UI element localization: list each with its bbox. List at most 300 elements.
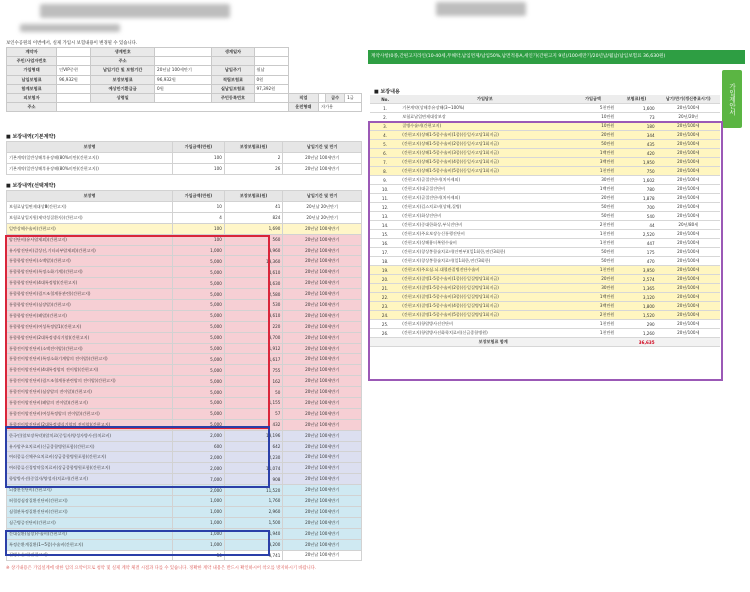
row-number: 14. xyxy=(370,221,400,230)
coverage-period: 20년납 100세만기 xyxy=(283,387,362,398)
coverage-name: 심혈관특정질환진단비(간편고지) xyxy=(7,506,173,517)
coverage-amount: 5천만원 xyxy=(570,104,617,113)
coverage-premium: 73 xyxy=(616,113,656,122)
info-row xyxy=(7,75,362,84)
coverage-period: 20년납 100세만기 xyxy=(283,354,362,365)
coverage-period: 20년납 100세만기 xyxy=(283,485,362,496)
info-value xyxy=(319,93,326,102)
column-header: No. xyxy=(370,95,400,104)
coverage-amount: 20만원 xyxy=(570,275,617,284)
coverage-period: 20년납 100세만기 xyxy=(283,463,362,474)
coverage-premium: 1,260 xyxy=(616,329,656,338)
coverage-amount: 3백만원 xyxy=(570,302,617,311)
coverage-amount: 100 xyxy=(173,163,225,174)
coverage-amount: 2천만원 xyxy=(570,311,617,320)
coverage-period: 20년납 100세만기 xyxy=(283,376,362,387)
table-row xyxy=(7,332,362,343)
coverage-premium: 755 xyxy=(224,365,283,376)
coverage-name: 통합전이암진단비(특정소화기계암의 전이암)(간편고지) xyxy=(7,354,173,365)
coverage-period: 20년납 100세만기 xyxy=(283,550,362,561)
coverage-name: (간편고지)상해흉터복원수술비 xyxy=(400,239,569,248)
row-number: 16. xyxy=(370,239,400,248)
info-value xyxy=(254,48,288,57)
info-label: 주소 xyxy=(91,57,155,66)
info-label: 적립보험료 xyxy=(212,75,254,84)
coverage-period: 20년납 20년만기 xyxy=(283,212,362,223)
coverage-period: 20년/100세 xyxy=(657,239,720,248)
column-header: 보장명 xyxy=(7,142,173,153)
info-label: 예상만기환급금 xyxy=(91,84,155,93)
info-label: 급수 xyxy=(326,93,345,102)
info-label: 납입기간 및 보험기간 xyxy=(91,66,155,75)
coverage-name: 보험료납입면제대상보장 xyxy=(400,113,569,122)
info-value xyxy=(57,84,91,93)
coverage-amount: 5,000 xyxy=(173,354,225,365)
coverage-amount: 2,000 xyxy=(173,485,225,496)
table-row xyxy=(7,463,362,474)
coverage-period: 20년납 100세만기 xyxy=(283,289,362,300)
coverage-amount: 5,000 xyxy=(173,376,225,387)
coverage-name: 통합항암진단비(4대특정암)(간편고지) xyxy=(7,278,173,289)
coverage-period: 20년납 100세만기 xyxy=(283,223,362,234)
coverage-premium: 824 xyxy=(224,212,283,223)
table-row xyxy=(370,320,720,329)
coverage-premium: 1,365 xyxy=(616,284,656,293)
coverage-premium: 1,155 xyxy=(224,398,283,409)
coverage-period: 20년납 100세만기 xyxy=(283,310,362,321)
coverage-name: 여러종류신경망약물치료비(상급종합병원포함)(간편고지) xyxy=(7,463,173,474)
coverage-period: 20년/100세 xyxy=(657,167,720,176)
coverage-period: 20년납 100세만기 xyxy=(283,398,362,409)
info-value xyxy=(155,57,212,66)
coverage-premium: 642 xyxy=(224,441,283,452)
coverage-amount: 2천만원 xyxy=(570,221,617,230)
table-row xyxy=(370,257,720,266)
coverage-period: 20년/100세 xyxy=(657,122,720,131)
coverage-amount: 1천만원 xyxy=(570,167,617,176)
coverage-name: 통합전이암진단비(심장암의 전이암)(간편고지) xyxy=(7,387,173,398)
column-header: 가입금액(만원) xyxy=(173,191,225,202)
insured-row xyxy=(7,93,362,102)
coverage-name: (간편고지)상해1-5종수술비(4종)(동일사고당1회지급) xyxy=(400,158,569,167)
coverage-premium: 220 xyxy=(224,321,283,332)
coverage-premium: 908 xyxy=(224,474,283,485)
coverage-period: 20년납 100세만기 xyxy=(283,300,362,311)
row-number: 18. xyxy=(370,257,400,266)
coverage-amount: 5,000 xyxy=(173,398,225,409)
table-row xyxy=(370,113,720,122)
row-number: 11. xyxy=(370,194,400,203)
coverage-name: 허혈성심장질환진단비(간편고지) xyxy=(7,496,173,507)
coverage-period: 20년납 100세만기 xyxy=(283,234,362,245)
coverage-period: 20년/100세 xyxy=(657,203,720,212)
info-value: 97,392원 xyxy=(254,84,288,93)
coverage-period: 20년/100세 xyxy=(657,293,720,302)
coverage-period: 20년/100세 xyxy=(657,275,720,284)
coverage-amount: 50만원 xyxy=(570,140,617,149)
coverage-premium: 180 xyxy=(616,122,656,131)
info-value: 인VIP중현 xyxy=(57,66,91,75)
coverage-amount: 100 xyxy=(173,153,225,164)
coverage-name: 통합전이암진단비(림프조혈계통관련암의 전이암)(간편고지) xyxy=(7,376,173,387)
coverage-period: 20년납 100세만기 xyxy=(283,245,362,256)
coverage-name: 기본계약(상해후유장해(3~100%) xyxy=(400,104,569,113)
coverage-premium: 700 xyxy=(616,203,656,212)
coverage-amount: 5,000 xyxy=(173,289,225,300)
coverage-name: 질병수술비(간편고지) xyxy=(7,550,173,561)
coverage-name: 유사암주요치료비(신급종합병원포함)(간편고지) xyxy=(7,441,173,452)
notice-text: 보인수공원의 이번에서, 실제 가입시 보험내용이 변경될 수 있습니다. xyxy=(6,41,138,46)
coverage-amount: 5,000 xyxy=(173,321,225,332)
coverage-premium: 3,700 xyxy=(224,332,283,343)
coverage-period: 20년/100세 xyxy=(657,320,720,329)
table-row xyxy=(7,310,362,321)
coverage-amount: 5,000 xyxy=(173,387,225,398)
coverage-name: (간편고지)창상봉합술치료비(일1회한,연간3회한) xyxy=(400,257,569,266)
coverage-amount: 2,000 xyxy=(173,430,225,441)
row-number: 22. xyxy=(370,293,400,302)
coverage-name: (간편고지)대골절진단비 xyxy=(400,185,569,194)
coverage-name: 암진단비(유사암제외)(간편고지) xyxy=(7,234,173,245)
coverage-period: 20년/100세 xyxy=(657,131,720,140)
coverage-amount: 1백만원 xyxy=(570,149,617,158)
coverage-period: 20년납 100세만기 xyxy=(283,267,362,278)
coverage-premium: 420 xyxy=(616,149,656,158)
table-row xyxy=(370,104,720,113)
coverage-premium: 44 xyxy=(616,221,656,230)
table-row xyxy=(370,284,720,293)
table-row xyxy=(7,485,362,496)
table-row xyxy=(7,343,362,354)
table-row xyxy=(370,230,720,239)
coverage-name: (간편고지)창상봉합술치료비(안면부)(일1회한,연간3회한) xyxy=(400,248,569,257)
row-number: 2. xyxy=(370,113,400,122)
row-number: 24. xyxy=(370,311,400,320)
coverage-period: 20년납 100세만기 xyxy=(283,343,362,354)
table-header xyxy=(7,142,362,153)
coverage-period: 20년/100세 xyxy=(657,140,720,149)
row-number: 9. xyxy=(370,176,400,185)
coverage-period: 20년납 100세만기 xyxy=(283,332,362,343)
row-number: 6. xyxy=(370,149,400,158)
coverage-premium: 1,600 xyxy=(616,104,656,113)
table-row xyxy=(7,452,362,463)
table-row xyxy=(7,256,362,267)
coverage-period: 20년/100세 xyxy=(657,176,720,185)
table-row xyxy=(7,278,362,289)
info-label: 운전형태 xyxy=(288,103,318,112)
coverage-period: 20년/100세 xyxy=(657,248,720,257)
proposal-side-button[interactable]: 가입제안서 xyxy=(722,70,742,128)
coverage-premium: 2,960 xyxy=(224,506,283,517)
table-row xyxy=(370,293,720,302)
coverage-premium: 3,960 xyxy=(224,245,283,256)
table-row xyxy=(7,354,362,365)
coverage-amount: 50만원 xyxy=(570,203,617,212)
table-row xyxy=(7,212,362,223)
coverage-amount: 2,000 xyxy=(173,452,225,463)
table-row xyxy=(370,266,720,275)
info-value xyxy=(254,57,288,66)
coverage-name: 통합항암진단비(여성특정암1)(간편고지) xyxy=(7,321,173,332)
info-value xyxy=(57,48,91,57)
coverage-name: 통합전이암진단비(2대특정생식기암의 전이암)(간편고지) xyxy=(7,419,173,430)
table-row xyxy=(7,506,362,517)
coverage-period: 20년/100세 xyxy=(657,266,720,275)
info-value: 1급 xyxy=(345,93,362,102)
table-row xyxy=(370,140,720,149)
coverage-period: 20년납 100세만기 xyxy=(283,430,362,441)
coverage-premium: 1,950 xyxy=(616,158,656,167)
optional-coverage-title: ■ 보장내역(선택계약) xyxy=(6,183,56,189)
total-premium: 36,635 xyxy=(616,338,656,347)
coverage-amount: 5,000 xyxy=(173,256,225,267)
info-label: 실납입보험료 xyxy=(212,84,254,93)
row-number: 19. xyxy=(370,266,400,275)
coverage-name: (간편고지)질병1-5종수술비(2종)(동일질병당1회지급) xyxy=(400,284,569,293)
info-label xyxy=(212,57,254,66)
info-row xyxy=(7,66,362,75)
coverage-name: 질병수술비(간편고지) xyxy=(400,122,569,131)
coverage-amount: 5,000 xyxy=(173,300,225,311)
table-row xyxy=(370,185,720,194)
info-value xyxy=(254,93,288,102)
coverage-period: 20년/100세 xyxy=(657,194,720,203)
coverage-period: 20년/100세 xyxy=(657,302,720,311)
info-label: 합계보험료 xyxy=(7,84,57,93)
row-number: 17. xyxy=(370,248,400,257)
coverage-name: 항암방사선(중입자/양성자)치료비(간편고지) xyxy=(7,474,173,485)
coverage-amount: 5,000 xyxy=(173,267,225,278)
coverage-amount: 3백만원 xyxy=(570,158,617,167)
coverage-amount: 10 xyxy=(173,202,225,213)
row-number: 25. xyxy=(370,320,400,329)
info-value xyxy=(57,93,91,102)
coverage-name: 통합항암진단비(소액암)(간편고지) xyxy=(7,256,173,267)
table-row xyxy=(370,131,720,140)
contract-info-table xyxy=(6,47,362,112)
info-label: 상령일 xyxy=(91,93,155,102)
blurred-subheader xyxy=(20,24,120,32)
coverage-name: (간편고지)깁스치료비(상해,질병) xyxy=(400,203,569,212)
table-row xyxy=(7,539,362,550)
coverage-name: 간대질환(심장)수술비(간편고지) xyxy=(7,528,173,539)
coverage-amount: 1,000 xyxy=(173,539,225,550)
coverage-premium: 57 xyxy=(224,408,283,419)
table-row xyxy=(7,321,362,332)
table-header xyxy=(370,95,720,104)
table-row xyxy=(370,311,720,320)
column-header: 가입금액 xyxy=(570,95,617,104)
coverage-premium: 50 xyxy=(224,387,283,398)
info-label: 직업 xyxy=(288,93,318,102)
total-row xyxy=(370,338,720,347)
column-header: 납입기간 및 만기 xyxy=(283,142,362,153)
coverage-name: 일반상해수술비(간편고지) xyxy=(7,223,173,234)
coverage-premium: 2,520 xyxy=(616,230,656,239)
coverage-amount: 1백만원 xyxy=(570,293,617,302)
table-row xyxy=(7,163,362,174)
coverage-amount: 1천만원 xyxy=(570,329,617,338)
row-number: 15. xyxy=(370,230,400,239)
coverage-amount: 100 xyxy=(173,223,225,234)
coverage-period: 20년/100세 xyxy=(657,158,720,167)
coverage-premium: 26 xyxy=(224,163,283,174)
row-number: 20. xyxy=(370,275,400,284)
table-row xyxy=(370,248,720,257)
row-number: 5. xyxy=(370,140,400,149)
coverage-name: 심근병증진단비(간편고지) xyxy=(7,517,173,528)
coverage-premium: 2,580 xyxy=(224,289,283,300)
coverage-premium: 3,610 xyxy=(224,310,283,321)
coverage-amount: 1,000 xyxy=(173,528,225,539)
table-row xyxy=(370,194,720,203)
coverage-period: 20년/100세 xyxy=(657,104,720,113)
coverage-premium: 175 xyxy=(616,248,656,257)
coverage-premium: 1,617 xyxy=(224,354,283,365)
coverage-amount: 50만원 xyxy=(570,257,617,266)
column-header: 보장보험료(원) xyxy=(224,191,283,202)
coverage-amount: 5,000 xyxy=(173,408,225,419)
info-value xyxy=(57,103,288,112)
coverage-amount: 30만원 xyxy=(570,176,617,185)
coverage-premium: 13,360 xyxy=(224,256,283,267)
info-value: 96,932원 xyxy=(155,75,212,84)
coverage-amount: 1천만원 xyxy=(570,239,617,248)
coverage-period: 20년납 100세만기 xyxy=(283,506,362,517)
coverage-premium: 1,940 xyxy=(224,528,283,539)
coverage-premium: 3,200 xyxy=(224,539,283,550)
coverage-amount: 1천만원 xyxy=(570,266,617,275)
right-coverage-table xyxy=(370,95,720,347)
coverage-period: 20년납 100세만기 xyxy=(283,474,362,485)
coverage-amount: 10만원 xyxy=(570,122,617,131)
table-row xyxy=(370,203,720,212)
coverage-premium: 1,878 xyxy=(616,194,656,203)
address-row xyxy=(7,103,362,112)
table-row xyxy=(370,176,720,185)
coverage-premium: 3,950 xyxy=(616,266,656,275)
info-row xyxy=(7,48,362,57)
coverage-premium: 13,196 xyxy=(224,430,283,441)
coverage-name: 통합항암진단비(심장암)(간편고지) xyxy=(7,300,173,311)
table-row xyxy=(7,474,362,485)
coverage-amount: 20만원 xyxy=(570,131,617,140)
info-label: 납입보험료 xyxy=(7,75,57,84)
row-number: 13. xyxy=(370,212,400,221)
coverage-amount: 5,000 xyxy=(173,343,225,354)
row-number: 21. xyxy=(370,284,400,293)
coverage-name: 특정순환계질환(1~5종)수술비(간편고지) xyxy=(7,539,173,550)
coverage-name: 통합항암진단비(2대특정생식기암)(간편고지) xyxy=(7,332,173,343)
coverage-amount: 30만원 xyxy=(570,284,617,293)
coverage-name: 통합항암진단비(특정소화기계)(간편고지) xyxy=(7,267,173,278)
coverage-premium: 435 xyxy=(616,140,656,149)
table-row xyxy=(7,430,362,441)
coverage-premium: 11,074 xyxy=(224,463,283,474)
coverage-amount: 20만원 xyxy=(570,194,617,203)
coverage-amount: 1,000 xyxy=(173,517,225,528)
row-number: 23. xyxy=(370,302,400,311)
coverage-name: 통합전이암진단비(소액전이암)(간편고지) xyxy=(7,343,173,354)
table-row xyxy=(370,122,720,131)
row-number: 7. xyxy=(370,158,400,167)
coverage-period: 20년/100세 xyxy=(657,149,720,158)
left-proposal-panel xyxy=(0,0,368,592)
coverage-amount: 10만원 xyxy=(570,113,617,122)
coverage-name: (간편고지)상해1-5종수술비(3종)(동일사고당1회지급) xyxy=(400,149,569,158)
row-number: 8. xyxy=(370,167,400,176)
coverage-name: 통합항암진단비(림프조혈계통관련)(간편고지) xyxy=(7,289,173,300)
coverage-premium: 540 xyxy=(616,212,656,221)
coverage-premium: 4,610 xyxy=(224,267,283,278)
coverage-premium: 41 xyxy=(224,202,283,213)
coverage-period: 20년납 20년만기 xyxy=(283,202,362,213)
coverage-amount: 100 xyxy=(173,234,225,245)
coverage-period: 20년/100세 xyxy=(657,257,720,266)
coverage-name: 여러종류신체주요치료비(상급종합병원포함)(간편고지) xyxy=(7,452,173,463)
info-value: 월납 xyxy=(254,66,288,75)
blurred-title xyxy=(436,2,526,16)
table-row xyxy=(7,408,362,419)
info-label: 주민/사업자번호 xyxy=(7,57,57,66)
coverage-name: (간편고지)항암방사선진단비 xyxy=(400,320,569,329)
coverage-name: (간편고지)중대한화상,부식진단비 xyxy=(400,221,569,230)
coverage-amount: 1,000 xyxy=(173,496,225,507)
table-row xyxy=(7,300,362,311)
coverage-period: 20년납 100세만기 xyxy=(283,278,362,289)
coverage-name: (간편고지)주요보장농신통행진단비 xyxy=(400,230,569,239)
info-label: 피보험자 xyxy=(7,93,57,102)
coverage-amount: 600 xyxy=(173,441,225,452)
row-number: 3. xyxy=(370,122,400,131)
coverage-name: 기본계약(일반상해후유장해(80%미만)(간편고지)) xyxy=(7,153,173,164)
coverage-premium: 4,630 xyxy=(224,278,283,289)
coverage-premium: 530 xyxy=(224,300,283,311)
table-row xyxy=(7,245,362,256)
column-header: 가입담보 xyxy=(400,95,569,104)
coverage-amount: 7,000 xyxy=(173,474,225,485)
contract-summary-bar: 계약사항(0종,간편고지라인(10-40세,무해약,납입면제/납입50%,납면적용A,세인가(간편고지 9년)/100세만기/20년납/월납/납입보험료 36,630원) xyxy=(368,50,745,64)
basic-coverage-table xyxy=(6,141,362,175)
coverage-name: 통합항암진단비(폐암)(간편고지) xyxy=(7,310,173,321)
coverage-premium: 1,800 xyxy=(616,302,656,311)
table-row xyxy=(370,275,720,284)
coverage-period: 20년납 100세만기 xyxy=(283,321,362,332)
coverage-premium: 2,574 xyxy=(616,275,656,284)
total-label: 보장보험료 합계 xyxy=(370,338,616,347)
info-value: 0원 xyxy=(155,84,212,93)
info-label: 주소 xyxy=(7,103,57,112)
table-row xyxy=(370,302,720,311)
blurred-header xyxy=(40,4,230,18)
table-row xyxy=(370,212,720,221)
coverage-amount: 5,000 xyxy=(173,332,225,343)
coverage-premium: 780 xyxy=(616,185,656,194)
info-label: 계약자 xyxy=(7,48,57,57)
coverage-period: 20년납 100세만기 xyxy=(283,419,362,430)
coverage-period: 20년/100세 xyxy=(657,329,720,338)
coverage-name: (간편고지)질병1-5종수술비(4종)(동일질병당1회지급) xyxy=(400,302,569,311)
row-number: 12. xyxy=(370,203,400,212)
table-row xyxy=(370,329,720,338)
info-label: 생계번호 xyxy=(91,48,155,57)
coverage-name: (간편고지)항암방사선화학치료비(신급종합병원) xyxy=(400,329,569,338)
info-label: 생계일자 xyxy=(212,48,254,57)
coverage-premium: 290 xyxy=(616,320,656,329)
coverage-premium: 2,230 xyxy=(224,452,283,463)
coverage-name: 통합전이암진단비(여성특정암의 전이암)(간편고지) xyxy=(7,408,173,419)
